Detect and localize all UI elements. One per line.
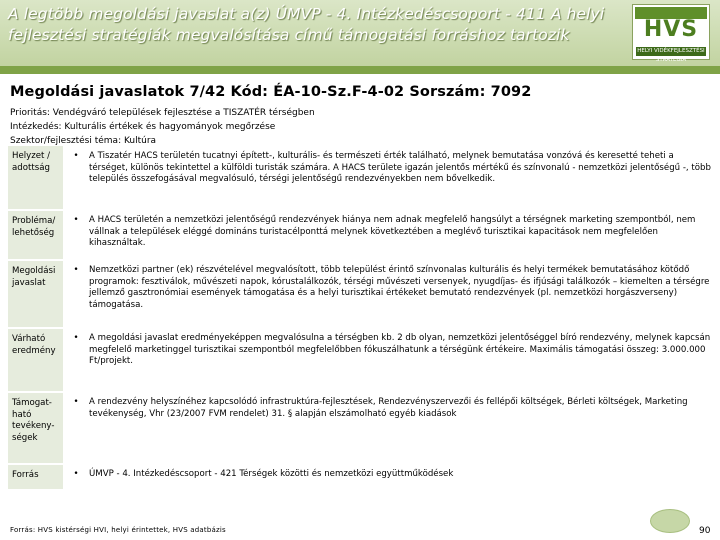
bullet: • bbox=[73, 265, 79, 275]
bullet: • bbox=[73, 151, 79, 161]
row-text: A megoldási javaslat eredményeképpen megvalósulna a térségben kb. 2 db olyan, nemzetközi jelentőséggel bíró rendezvény, melynek kapcsán megfelelő marketinggel turisztikai szempontból megfelelőbben fókuszálhatunk a térségünk értékeire. Maximális támogatási összeg: 3.000.000 Ft/projekt. bbox=[89, 333, 711, 366]
header-banner bbox=[0, 0, 720, 66]
row-label: Helyzet / adottság bbox=[8, 146, 63, 210]
hvs-logo bbox=[632, 4, 710, 63]
page-number: 90 bbox=[699, 526, 711, 536]
footer-logo-icon bbox=[650, 509, 690, 533]
row-label: Várható eredmény bbox=[8, 328, 63, 392]
row-text: A HACS területén a nemzetközi jelentőségű rendezvények hiánya nem adnak megfelelő hangsúlyt a térségnek marketing szempontból, nem vállnak a települések eléggé domináns turistacélponttá melynek következtében a meglévő turisztikai kapacitások nem megfelelően kihasználtak. bbox=[89, 215, 696, 248]
source-note: Forrás: HVS kistérségi HVI, helyi érintettek, HVS adatbázis bbox=[10, 526, 226, 534]
row-text: Nemzetközi partner (ek) részvételével megvalósított, több települést érintő színvonalas kulturális és helyi termékek bemutatásához kötődő programok: fesztiválok, művészeti napok, kórustalálkozók, térségi művészeti versenyek, nyugdíjas- és ifjúsági találkozók – kiemelten a térségre jellemző gasztronómiai események támogatása és a helyi turisztikai értékeket bemutató rendezvények (pl. nemzetközi horgászverseny) támogatása. bbox=[89, 265, 710, 310]
header-band bbox=[0, 66, 720, 74]
logo-subtext: HELYI VIDÉKFEJLESZTÉSI STRATÉGIA bbox=[637, 48, 705, 63]
table-row bbox=[8, 260, 718, 328]
row-label: Probléma/ lehetőség bbox=[8, 210, 63, 260]
bullet: • bbox=[73, 215, 79, 225]
page-title: Megoldási javaslatok 7/42 Kód: ÉA-10-Sz.F-4-02 Sorszám: 7092 bbox=[10, 84, 532, 100]
bullet: • bbox=[73, 397, 79, 407]
proposal-table bbox=[8, 146, 718, 491]
row-text: ÚMVP - 4. Intézkedéscsoport - 421 Térségek közötti és nemzetközi együttműködések bbox=[89, 469, 454, 479]
table-row bbox=[8, 146, 718, 210]
row-label: Megoldási javaslat bbox=[8, 260, 63, 328]
table-row bbox=[8, 210, 718, 260]
row-text: A Tiszatér HACS területén tucatnyi épített-, kulturális- és természeti érték található, melynek bemutatása vonzóvá és keresetté teheti a térséget, különös tekintettel a külföldi turisták számára. A HACS területe igazán jelentős mértékű és színvonalú - nemzetközi jelentőségű -, több település összefogásával megvalósuló, térségi jelentőségű rendezvényekben nem bővelkedik. bbox=[89, 151, 711, 184]
table-row bbox=[8, 464, 718, 490]
row-text: A rendezvény helyszínéhez kapcsolódó infrastruktúra-fejlesztések, Rendezvényszervezői és fellépői költségek, Bérleti költségek, Marketing tevékenység, Vhr (23/2007 FVM rendelet) 31. § alapján elszámolható egyéb kiadások bbox=[89, 397, 688, 419]
header-title: A legtöbb megoldási javaslat a(z) ÚMVP - 4. Intézkedéscsoport - 411 A helyi fejlesztési stratégiák megvalósítása című támogatási forráshoz tartozik bbox=[8, 5, 605, 44]
sector-line: Szektor/fejlesztési téma: Kultúra bbox=[10, 136, 157, 146]
bullet: • bbox=[73, 333, 79, 343]
table-row bbox=[8, 328, 718, 392]
row-label: Forrás bbox=[8, 464, 63, 490]
measure-line: Intézkedés: Kulturális értékek és hagyományok megőrzése bbox=[10, 122, 276, 132]
priority-line: Prioritás: Vendégváró települések fejlesztése a TISZATÉR térségben bbox=[10, 108, 315, 118]
logo-text: HVS bbox=[643, 17, 699, 42]
bullet: • bbox=[73, 469, 79, 479]
table-row bbox=[8, 392, 718, 464]
row-label: Támogat-ható tevékeny-ségek bbox=[8, 392, 63, 464]
